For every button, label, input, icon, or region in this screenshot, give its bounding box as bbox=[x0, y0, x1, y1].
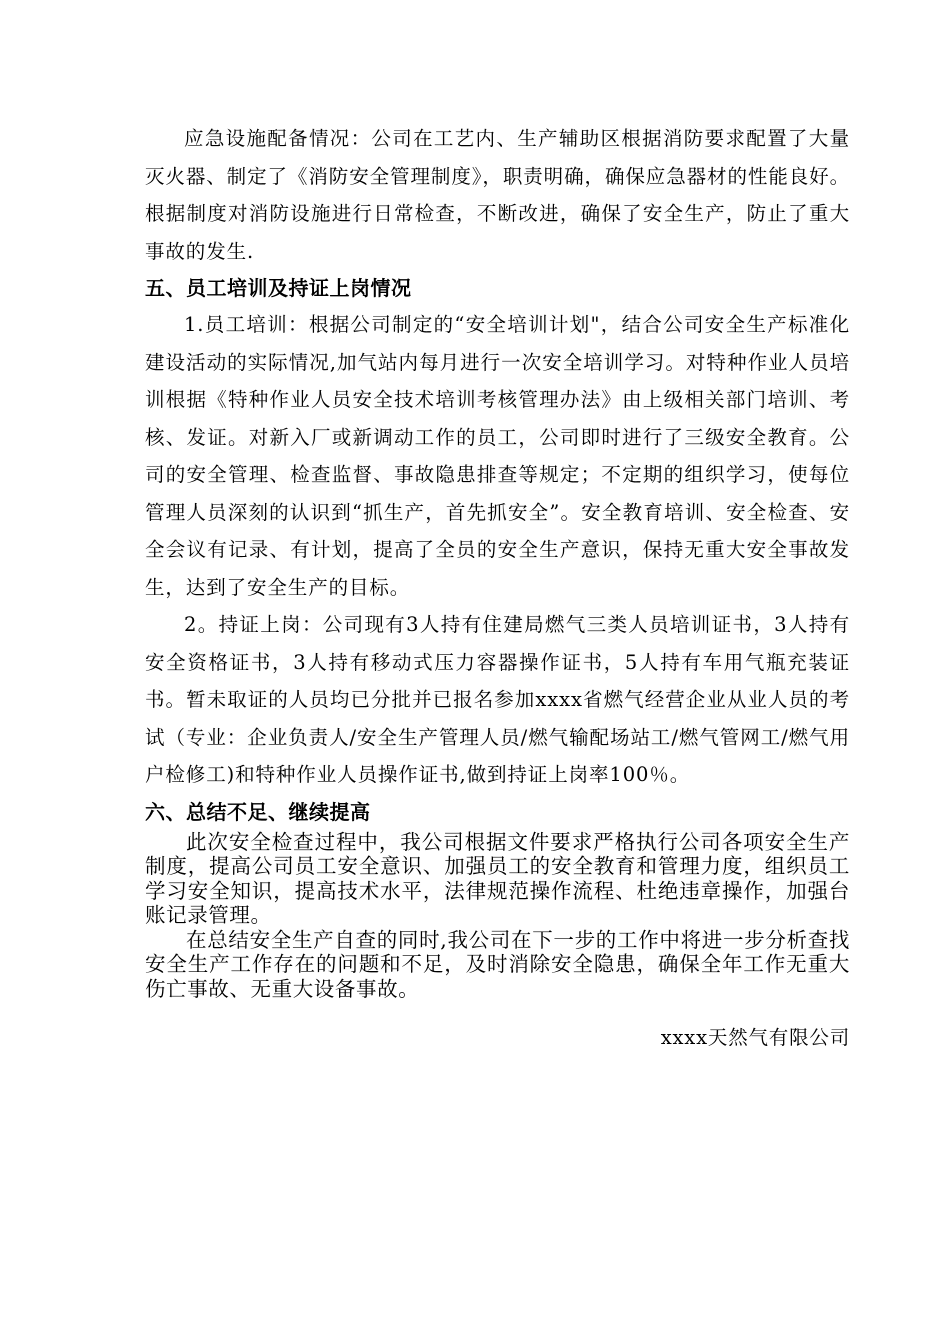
paragraph-certification: 2。持证上岗：公司现有3人持有住建局燃气三类人员培训证书，3人持有安全资格证书，3人持有移动式压力容器操作证书，5人持有车用气瓶充装证书。暂未取证的人员均已分批并已报名参加xxxx省燃气经营企业从业人员的考试（专业：企业负责人/安全生产管理人员/燃气输配场站工/燃气管网工/燃气用户检修工)和特种作业人员操作证书,做到持证上岗率100％。 bbox=[145, 613, 850, 786]
paragraph-summary-next-steps: 在总结安全生产自查的同时,我公司在下一步的工作中将进一步分析查找安全生产工作存在的问题和不足，及时消除安全隐患，确保全年工作无重大伤亡事故、无重大设备事故。 bbox=[145, 927, 850, 1001]
paragraph-summary-inspection: 此次安全检查过程中，我公司根据文件要求严格执行公司各项安全生产制度，提高公司员工安全意识、加强员工的安全教育和管理力度，组织员工学习安全知识，提高技术水平，法律规范操作流程、杜绝违章操作，加强台账记录管理。 bbox=[145, 829, 850, 927]
paragraph-staff-training: 1.员工培训：根据公司制定的“安全培训计划"，结合公司安全生产标准化建设活动的实际情况,加气站内每月进行一次安全培训学习。对特种作业人员培训根据《特种作业人员安全技术培训考核管理办法》由上级相关部门培训、考核、发证。对新入厂或新调动工作的员工，公司即时进行了三级安全教育。公司的安全管理、检查监督、事故隐患排查等规定；不定期的组织学习，使每位管理人员深刻的认识到“抓生产，首先抓安全”。安全教育培训、安全检查、安全会议有记录、有计划，提高了全员的安全生产意识，保持无重大安全事故发生，达到了安全生产的目标。 bbox=[145, 313, 850, 599]
section-heading-staff-training: 五、员工培训及持证上岗情况 bbox=[145, 276, 412, 300]
section-heading-summary: 六、总结不足、继续提高 bbox=[145, 799, 371, 824]
paragraph-emergency-facilities: 应急设施配备情况：公司在工艺内、生产辅助区根据消防要求配置了大量灭火器、制定了《消防安全管理制度》，职责明确，确保应急器材的性能良好。根据制度对消防设施进行日常检查，不断改进，确保了安全生产，防止了重大事故的发生. bbox=[145, 127, 850, 263]
company-signature: xxxx天然气有限公司 bbox=[660, 1026, 850, 1049]
document-body bbox=[145, 120, 850, 1053]
